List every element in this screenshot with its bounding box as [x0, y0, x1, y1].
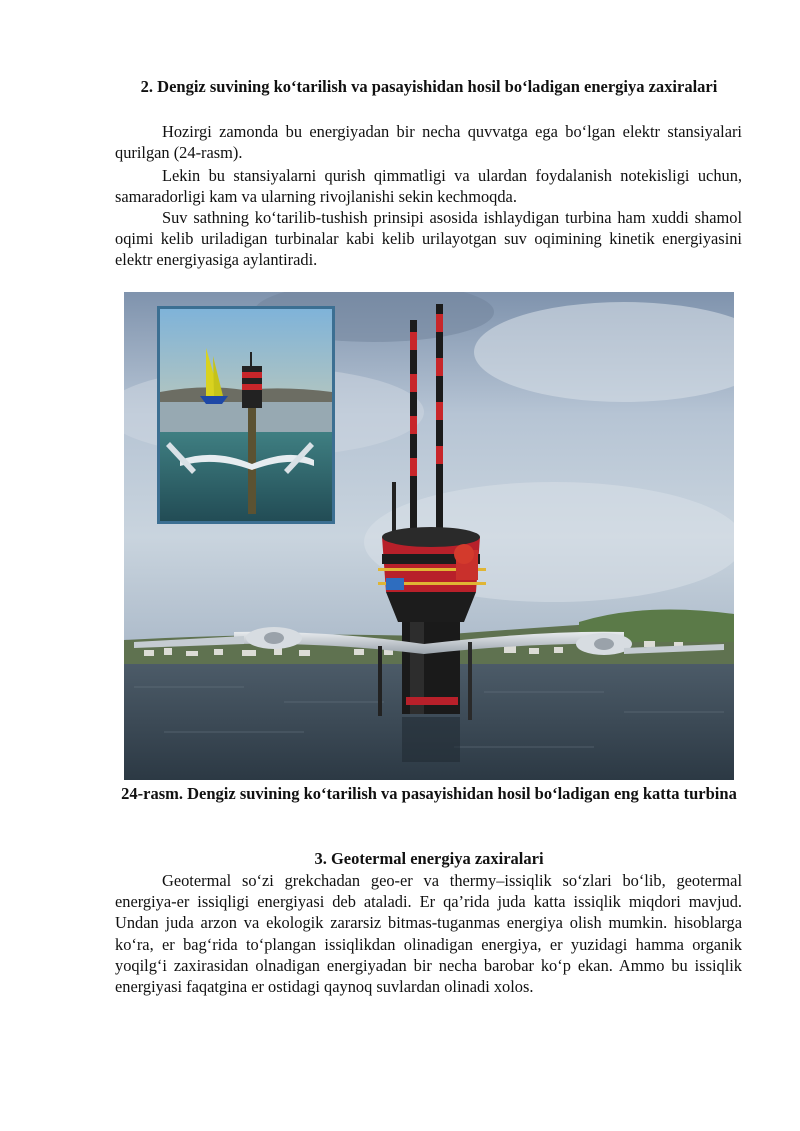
tidal-turbine-photo — [124, 292, 734, 780]
section-3-paragraph-1: Geotermal so‘zi grekchadan geo-er va thermy–issiqlik so‘zlari bo‘lib, geotermal energiya-er issiqligi energiyasi deb ataladi. Er qa’rida juda katta issiqlik miqdori mavjud. Undan juda arzon va ekologik zararsiz bitmas-tuganmas energiya olish mumkin. hisoblarga ko‘ra, er bag‘rida to‘plangan issiqlikdan olinadigan energiya, er yuzidagi hamma organik yoqilg‘i zaxirasidan olnadigan energiyadan bir necha barobar ko‘p ekan. Ammo bu issiqlik energiyasi faqatgina er ostidagi qaynoq suvlardan olinadi xolos. — [115, 871, 742, 997]
section-3-heading: 3. Geotermal energiya zaxiralari — [314, 849, 544, 868]
inset-diagram — [157, 306, 335, 524]
section-2-paragraph-3: Suv sathning ko‘tarilib-tushish prinsipi asosida ishlaydigan turbina ham xuddi shamol oqimi kelib uriladigan turbinalar kabi kelib urilayotgan suv oqimining kinetik energiyasini elektr energiyasiga aylantiradi. — [115, 208, 742, 270]
section-2-heading: 2. Dengiz suvining ko‘tarilish va pasayishidan hosil bo‘ladigan energiya zaxiralari — [140, 77, 718, 96]
section-2-paragraph-1: Hozirgi zamonda bu energiyadan bir necha quvvatga ega bo‘lgan elektr stansiyalari qurilgan (24-rasm). — [115, 122, 742, 163]
section-2-paragraph-2: Lekin bu stansiyalarni qurish qimmatligi va ulardan foydalanish notekisligi uchun, samaradorligi kam va ularning rivojlanishi sekin kechmoqda. — [115, 166, 742, 207]
figure-caption: 24-rasm. Dengiz suvining ko‘tarilish va pasayishidan hosil bo‘ladigan eng katta turbina — [121, 784, 737, 803]
